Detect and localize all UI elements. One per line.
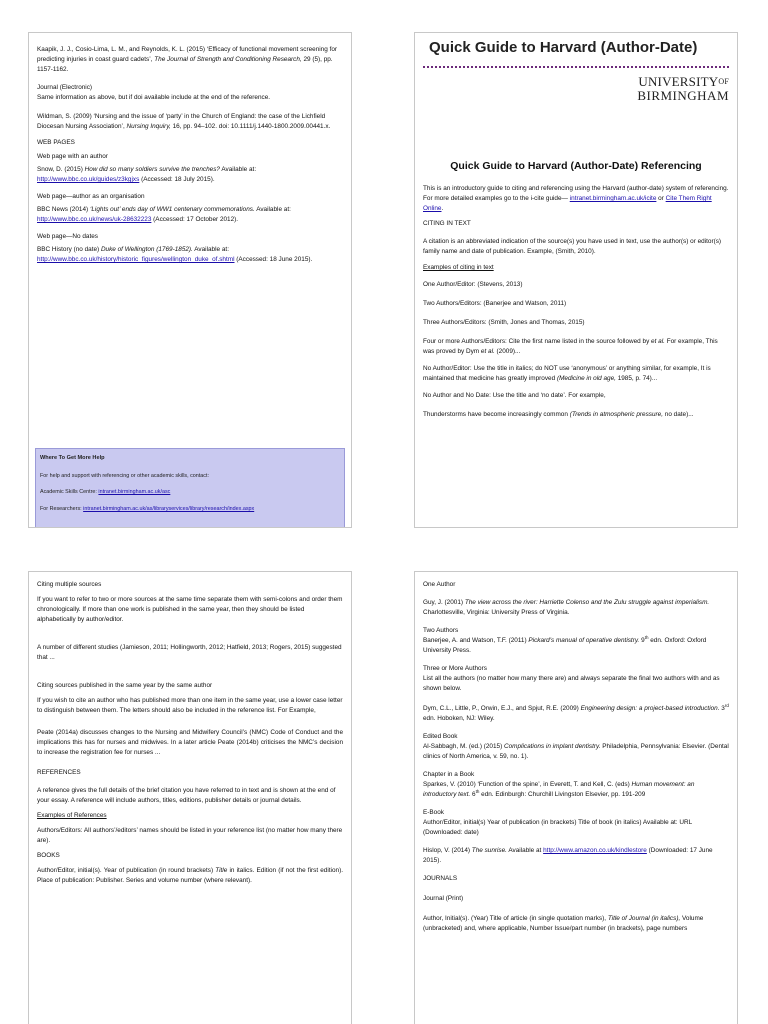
url-link[interactable]: http://www.bbc.co.uk/news/uk-28632223 [37,216,152,223]
format-text: Author, Initial(s). (Year) Title of article (in single quotation marks), [423,915,607,922]
example-text: 1985, p. 74)... [617,375,658,382]
reference-text: Guy, J. (2001) [423,599,464,606]
same-year-example: Peate (2014a) discusses changes to the Nursing and Midwifery Council’s (NMC) Code of Conduct and the implications this has for nurses and midwives. In a later article Peate (2014b) criticises the NMC’s decision to increase the registration fee for nurses ... [37,729,343,756]
intro-text: or [658,195,664,202]
reference-bbc-history [37,245,343,265]
multiple-text: If you want to refer to two or more sources at the same time separate them with semi-colons and order them chronologically. If more than one work is published in the same year, then they should be listed alphabetically by author/editor. [37,596,343,623]
reference-text: (Accessed: 17 October 2012). [153,216,239,223]
reference-text: Available at: [256,206,291,213]
reference-snow [37,165,343,185]
reference-al-sabbagh [423,742,729,762]
reference-bbc-news [37,205,343,225]
reference-text: Philadelphia, Pennsylvania: Elsevier. (Dental clinics of North America, v. 59, no. 1). [423,743,729,760]
reference-guy [423,598,729,618]
help-line-asc [40,489,170,495]
reference-text: Al-Sabbagh, M. (ed.) (2015) [423,743,503,750]
reference-text: Dym, C.L., Little, P., Orwin, E.J., and Spjut, R.E. (2009) [423,705,579,712]
section-heading-books: BOOKS [37,852,60,859]
example-no-author [423,364,729,384]
section-heading-citing: CITING IN TEXT [423,220,471,227]
example-thunderstorms [423,410,729,420]
reference-text: BBC History (no date) [37,246,100,253]
references-text: A reference gives the full details of the brief citation you have referred to in text and is shown at the end of your essay. A reference will include authors, titles, editions, publisher details or journal details. [37,787,336,804]
reference-text: Available at: [221,166,257,173]
reference-wildman [37,112,343,132]
reference-text: edn. Hoboken, NJ: Wiley. [423,715,495,722]
section-heading-references: REFERENCES [37,769,81,776]
logo-text: BIRMINGHAM [637,88,729,103]
page-title-italic: Duke of Wellington (1769-1852). [100,246,193,253]
help-title: Where To Get More Help [40,455,105,461]
panel-content [37,580,343,891]
section-heading-journals: JOURNALS [423,875,458,882]
example-text: For example, This was proved by Dym [423,338,718,355]
reference-text: Charlottesville, Virginia: University Press of Virginia. [423,609,570,616]
subheading-web-author: Web page with an author [37,153,108,160]
heading-journal-print: Journal (Print) [423,895,464,902]
et-al: et al. [480,348,495,355]
reference-text: Available at [508,847,542,854]
title-italic: The view across the river: Harriette Colenso and the Zulu struggle against imperialism. [464,599,710,606]
title-italic: (Trends in atmospheric pressure, [569,411,663,418]
title-italic: Title [215,867,228,874]
reference-hislop [423,846,729,866]
page-panel-references-continued [28,32,352,528]
section-heading-same-year: Citing sources published in the same year by the same author [37,682,213,689]
example-text: Four or more Authors/Editors: Cite the first name listed in the source followed by [423,338,650,345]
title-italic: The sunrise. [471,847,507,854]
panel-content [37,45,343,270]
page-title: Quick Guide to Harvard (Author-Date) Referencing [450,160,702,172]
example-text: no date)... [664,411,694,418]
multiple-example: A number of different studies (Jamieson, 2011; Hollingworth, 2012; Hatfield, 2013; Rogers, 2015) suggested that ... [37,644,342,661]
reference-text: Available at: [194,246,229,253]
reference-sparkes [423,780,729,800]
journal-title: The Journal of Strength and Conditioning Research, [154,56,302,63]
journal-electronic-text: Same information as above, but if doi available include at the end of the reference. [37,94,271,101]
example-text: No Author/Editor: Use the title in italics; do NOT use ‘anonymous’ or anything similar, for example, It is maintained that medicine has greatly improved [423,365,711,382]
ordinal-suffix: th [644,634,649,640]
help-label: For Researchers: [40,506,82,512]
subheading-web-nodate: Web page—No dates [37,233,98,240]
example-text: (2009)... [496,348,521,355]
edition-number: 3 [721,705,725,712]
page-panel-book-examples [414,571,738,1024]
url-link[interactable]: http://www.bbc.co.uk/guides/z3kgjxs [37,176,140,183]
section-heading-journal-electronic: Journal (Electronic) [37,84,93,91]
edition-number: 9 [641,637,645,644]
icite-link[interactable]: intranet.birmingham.ac.uk/icite [569,195,657,202]
reference-text: (Accessed: 18 July 2015). [141,176,215,183]
university-logo [637,75,729,103]
example-three-authors: Three Authors/Editors: (Smith, Jones and Thomas, 2015) [423,319,585,326]
title-italic: (Medicine in old age, [556,375,616,382]
reference-text: Wildman, S. (2009) ‘Nursing and the issue of ‘party’ in the Church of England: the case of the Lichfield Diocesan Nursing Association’, [37,113,326,130]
page-title-italic: How did so many soldiers survive the trenches? [84,166,220,173]
example-no-author-no-date: No Author and No Date: Use the title and ‘no date’. For example, [423,392,606,399]
reference-text: Banerjee, A. and Watson, T.F. (2011) [423,637,527,644]
reference-dym [423,704,729,724]
reference-banerjee [423,636,729,656]
asc-link[interactable]: intranet.birmingham.ac.uk/asc [98,489,171,495]
title-italic: Human movement: an introductory text. [423,781,695,798]
examples-heading: Examples of citing in text [423,264,494,271]
example-text: Thunderstorms have become increasingly common [423,411,568,418]
title-italic: Engineering design: a project-based introduction. [580,705,720,712]
reference-text: Hislop, V. (2014) [423,847,471,854]
header-divider [423,66,729,68]
reference-text: 29 (5), pp. 1157-1162. [37,56,333,73]
examples-of-references-heading: Examples of References [37,812,107,819]
example-four-authors [423,337,729,357]
heading-edited-book: Edited Book [423,733,458,740]
cite-them-right-link[interactable]: Cite Them Right Online [423,195,712,212]
heading-ebook: E-Book [423,809,444,816]
help-label: Academic Skills Centre: [40,489,97,495]
reference-kaapik [37,45,343,75]
reference-text: Sparkes, V. (2010) ‘Function of the spine’, in Everett, T. and Kell, C. (eds) [423,781,630,788]
et-al: et al. [651,338,665,345]
url-link[interactable]: http://www.bbc.co.uk/history/historic_figures/wellington_duke_of.shtml [37,256,235,263]
panel-content [423,184,729,425]
heading-three-more: Three or More Authors [423,665,487,672]
page-panel-citing-multiple [28,571,352,1024]
panel-content [423,580,729,939]
reference-text: edn. Edinburgh: Churchill Livingston Elsevier, pp. 191-209 [481,791,646,798]
three-more-text: List all the authors (no matter how many there are) and always separate the final two authors with and as shown below. [423,675,720,692]
help-box [35,448,345,528]
format-text: in italics. Edition (if not the first edition). Place of publication: Publisher. Series and volume number (where relevant). [37,867,343,884]
reference-text: Snow, D. (2015) [37,166,83,173]
reference-text: (Accessed: 18 June 2015). [236,256,313,263]
amazon-link[interactable]: http://www.amazon.co.uk/kindlestore [543,847,647,854]
logo-text: UNIVERSITY [638,74,719,89]
reference-text: BBC News (2014) [37,206,89,213]
help-line: For help and support with referencing or other academic skills, contact: [40,473,209,479]
journal-title: Nursing Inquiry, [126,123,171,130]
reference-text: (Downloaded: 17 June 2015). [423,847,713,864]
title-italic: Pickard’s manual of operative dentistry. [528,637,640,644]
example-one-author: One Author/Editor: (Stevens, 2013) [423,281,523,288]
intro-paragraph: This is an introductory guide to citing and referencing using the Harvard (author-date) system of referencing. For more detailed examples go to the i-cite guide— intranet.birmingham.ac.uk/icite or Cite Them Right Online. [423,185,729,212]
edition-number: 6 [472,791,476,798]
title-italic: Complications in implant dentistry. [504,743,601,750]
section-heading-multiple: Citing multiple sources [37,581,102,588]
ordinal-suffix: th [475,788,480,794]
authors-editors-text: Authors/Editors: All authors’/editors’ names should be listed in your reference list (no matter how many there are). [37,827,343,844]
research-link[interactable]: intranet.birmingham.ac.uk/as/libraryservices/library/research/index.aspx [83,506,255,512]
subheading-web-org: Web page—author as an organisation [37,193,145,200]
journal-print-format [423,914,729,934]
example-two-authors: Two Authors/Editors: (Banerjee and Watson, 2011) [423,300,567,307]
page-title-italic: ‘Lights out’ ends day of WW1 centenary commemorations. [89,206,255,213]
section-heading-web-pages: WEB PAGES [37,139,75,146]
format-text: Author/Editor, initial(s). Year of publication (in round brackets) [37,867,214,874]
heading-one-author: One Author [423,581,456,588]
help-line-researchers [40,506,254,512]
reference-text: 16, pp. 94–102. doi: 10.1111/j.1440-1800.2009.00441.x. [172,123,331,130]
ordinal-suffix: rd [724,702,729,708]
reference-text: edn. Oxford: Oxford University Press. [423,637,707,654]
heading-chapter: Chapter in a Book [423,771,475,778]
logo-text: OF [718,77,729,86]
guide-header-title: Quick Guide to Harvard (Author-Date) [429,39,698,56]
same-year-text: If you wish to cite an author who has published more than one item in the same year, use a lower case letter to distinguish between them. The letters should also be included in the reference list. For Example, [37,697,343,714]
intro-text: This is an introductory guide to citing and referencing using the Harvard (author-date) system of referencing. For more detailed examples go to the i-cite guide— [423,185,729,202]
ebook-format: Author/Editor, initial(s) Year of publication (in brackets) Title of book (in italics) Available at: URL (Downloaded: date) [423,819,692,836]
reference-text: Kaapik, J. J., Cosio-Lima, L. M., and Reynolds, K. L. (2015) ‘Efficacy of functional movement screening for predicting injuries in coast guard cadets’, [37,46,338,63]
books-format [37,866,343,886]
format-text: Volume (unbracketed) and, where applicable, Number Issue/part number (in brackets), page numbers [423,915,704,932]
heading-two-authors: Two Authors [423,627,459,634]
citation-definition: A citation is an abbreviated indication of the source(s) you have used in text, use the author(s) or editor(s) family name and date of publication. Example, (Smith, 2010). [423,238,722,255]
page-panel-cover [414,32,738,528]
title-italic: Title of Journal (in italics), [607,915,681,922]
